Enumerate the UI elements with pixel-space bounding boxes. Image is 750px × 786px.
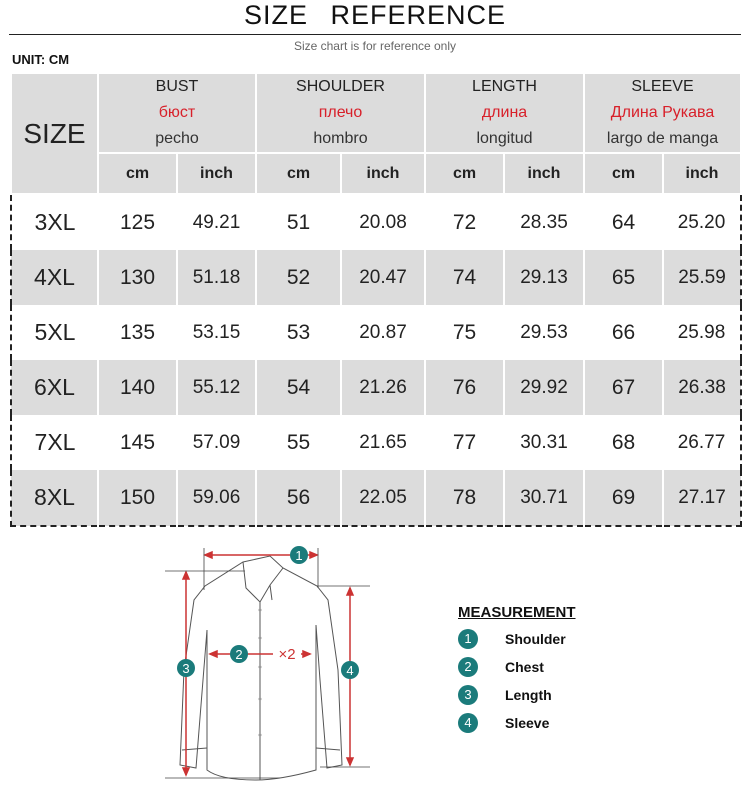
inch-cell: 28.35 (520, 211, 568, 233)
inch-cell: 29.92 (504, 360, 584, 415)
legend-label: Sleeve (505, 715, 550, 731)
cm-cell: 68 (611, 430, 636, 454)
cm-cell: 52 (256, 250, 341, 305)
legend-label: Length (505, 687, 552, 703)
inch-cell: 30.71 (504, 470, 584, 526)
cm-cell: 64 (611, 210, 636, 234)
size-cell: 5XL (34, 319, 76, 345)
legend-label: Shoulder (505, 631, 566, 647)
unit-cm: cm (425, 153, 504, 194)
inch-cell: 25.20 (677, 211, 726, 233)
header-es: longitud (476, 130, 533, 147)
unit-cm: cm (256, 153, 341, 194)
legend-title: MEASUREMENT (458, 604, 576, 621)
legend-item (458, 657, 576, 677)
size-cell: 4XL (11, 250, 98, 305)
number-badge-icon: 1 (458, 629, 478, 649)
cm-cell: 69 (584, 470, 663, 526)
inch-cell: 20.47 (341, 250, 425, 305)
inch-cell: 53.15 (192, 321, 241, 343)
cm-cell: 145 (119, 430, 156, 454)
measurement-legend (458, 604, 576, 733)
subtitle: Size chart is for reference only (293, 39, 457, 53)
inch-cell: 20.08 (359, 211, 407, 233)
unit-cm: cm (98, 153, 177, 194)
header-es: pecho (155, 130, 199, 147)
inch-cell: 26.77 (677, 431, 726, 453)
cm-cell: 53 (286, 320, 311, 344)
header-en: LENGTH (472, 78, 537, 95)
inch-cell: 51.18 (177, 250, 256, 305)
header-ru: длина (481, 104, 528, 121)
cm-cell: 125 (119, 210, 156, 234)
mark-2: 2 (235, 647, 243, 662)
inch-cell: 27.17 (663, 470, 741, 526)
table-row (11, 250, 741, 305)
cm-cell: 51 (286, 210, 311, 234)
unit-cm: cm (584, 153, 663, 194)
header-sleeve (584, 73, 741, 153)
inch-cell: 29.53 (520, 321, 568, 343)
unit-inch: inch (177, 153, 256, 194)
cm-cell: 76 (425, 360, 504, 415)
unit-label: UNIT: CM (12, 52, 70, 67)
header-ru: Длина Рукава (610, 104, 715, 121)
inch-cell: 26.38 (663, 360, 741, 415)
inch-cell: 30.31 (520, 431, 568, 453)
header-es: hombro (313, 130, 368, 147)
cm-cell: 75 (452, 320, 477, 344)
header-en: SHOULDER (296, 78, 385, 95)
cm-cell: 150 (98, 470, 177, 526)
legend-item (458, 629, 576, 649)
inch-cell: 55.12 (177, 360, 256, 415)
table-row (11, 194, 741, 250)
size-header: SIZE (11, 73, 98, 194)
header-en: BUST (155, 78, 199, 95)
header-length (425, 73, 584, 153)
header-es: largo de manga (606, 130, 719, 147)
number-badge-icon: 2 (458, 657, 478, 677)
size-cell: 7XL (34, 429, 76, 455)
cm-cell: 65 (584, 250, 663, 305)
cm-cell: 78 (425, 470, 504, 526)
cm-cell: 67 (584, 360, 663, 415)
header-ru: плечо (318, 104, 363, 121)
mark-4: 4 (346, 663, 354, 678)
number-badge-icon: 3 (458, 685, 478, 705)
table-row (11, 360, 741, 415)
times-two: ×2 (278, 646, 296, 663)
inch-cell: 59.06 (177, 470, 256, 526)
unit-inch: inch (341, 153, 425, 194)
table-row (11, 470, 741, 526)
size-cell: 8XL (11, 470, 98, 526)
header-en: SLEEVE (631, 78, 694, 95)
header-bust (98, 73, 256, 153)
unit-inch: inch (663, 153, 741, 194)
cm-cell: 74 (425, 250, 504, 305)
inch-cell: 29.13 (504, 250, 584, 305)
number-badge-icon: 4 (458, 713, 478, 733)
divider (9, 34, 741, 35)
mark-3: 3 (182, 661, 190, 676)
header-ru: бюст (158, 104, 196, 121)
legend-item (458, 685, 576, 705)
legend-item (458, 713, 576, 733)
inch-cell: 57.09 (192, 431, 241, 453)
cm-cell: 66 (611, 320, 636, 344)
legend-label: Chest (505, 659, 544, 675)
cm-cell: 140 (98, 360, 177, 415)
cm-cell: 56 (256, 470, 341, 526)
inch-cell: 49.21 (192, 211, 241, 233)
cm-cell: 77 (452, 430, 477, 454)
header-shoulder (256, 73, 425, 153)
mark-1: 1 (295, 548, 303, 563)
inch-cell: 21.26 (341, 360, 425, 415)
inch-cell: 20.87 (359, 321, 407, 343)
cm-cell: 135 (119, 320, 156, 344)
cm-cell: 130 (98, 250, 177, 305)
shirt-diagram (160, 540, 450, 786)
table-row (11, 305, 741, 360)
size-table (10, 72, 742, 527)
inch-cell: 25.59 (663, 250, 741, 305)
cm-cell: 54 (256, 360, 341, 415)
unit-inch: inch (504, 153, 584, 194)
inch-cell: 22.05 (341, 470, 425, 526)
page-title: SIZE REFERENCE (243, 0, 507, 30)
size-cell: 6XL (11, 360, 98, 415)
cm-cell: 72 (452, 210, 477, 234)
table-row (11, 415, 741, 470)
inch-cell: 25.98 (677, 321, 726, 343)
cm-cell: 55 (286, 430, 311, 454)
size-cell: 3XL (34, 209, 76, 235)
inch-cell: 21.65 (359, 431, 407, 453)
